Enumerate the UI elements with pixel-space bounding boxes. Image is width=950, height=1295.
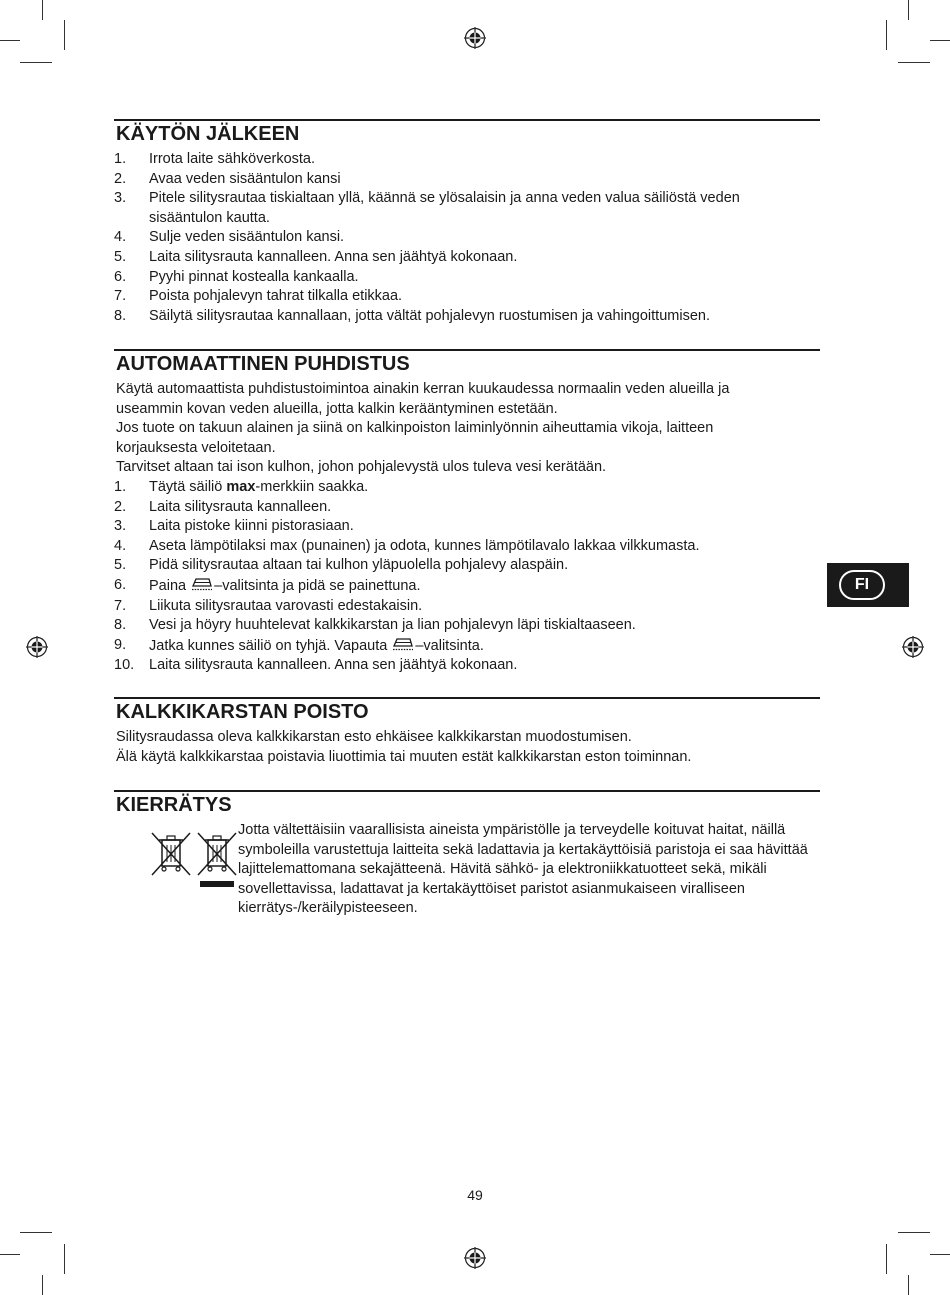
steam-burst-icon [191,576,213,592]
crop-mark [908,0,909,20]
language-badge: FI [839,570,885,600]
step-number: 8. [114,617,127,634]
section-auto-clean [114,349,820,676]
step-text: Pitele silitysrautaa tiskialtaan yllä, käännä se ylösalaisin ja anna veden valua säiliöstä veden sisääntulon kautta. [149,190,740,226]
step-text: Vesi ja höyry huuhtelevat kalkkikarstan ja lian pohjalevyn läpi tiskialtaaseen. [149,617,636,634]
list-item [114,498,820,518]
crop-mark [886,20,887,50]
recycling-block [114,821,820,919]
step-text: –valitsinta. [415,637,484,654]
crossed-bin-icon [196,831,238,889]
step-number: 1. [114,151,127,167]
step-number: 7. [114,288,127,305]
step-number: 6. [114,576,127,593]
recycling-symbols [114,821,238,889]
section-rule [114,697,820,699]
step-text: Sulje veden sisääntulon kansi. [149,229,345,246]
step-number: 4. [114,537,127,554]
step-text: Pidä silitysrautaa altaan tai kulhon yläpuolella pohjalevy alaspäin. [149,557,569,574]
step-number: 1. [114,478,127,495]
crop-mark [20,1232,52,1233]
step-text: Irrota laite sähköverkosta. [149,151,316,167]
crop-mark [42,0,43,20]
step-text: Poista pohjalevyn tahrat tilkalla etikkaa. [149,288,403,305]
crop-mark [930,1254,950,1255]
section-rule [114,790,820,792]
crop-mark [64,1244,65,1274]
crop-mark [930,40,950,41]
step-number: 2. [114,498,127,515]
registration-mark-icon [902,636,924,658]
section-rule [114,119,820,121]
step-number: 3. [114,518,127,535]
max-label: max [226,478,256,495]
list-item [114,537,820,557]
section-title: KÄYTÖN JÄLKEEN [116,123,300,145]
crop-mark [898,1232,930,1233]
step-text: Pyyhi pinnat kostealla kankaalla. [149,268,359,285]
list-item [114,228,820,248]
section-after-use [114,119,820,326]
registration-mark-icon [464,27,486,49]
crop-mark [908,1275,909,1295]
list-item [114,517,820,537]
list-item [114,189,820,228]
section-title: AUTOMAATTINEN PUHDISTUS [116,353,410,375]
list-item [114,616,820,636]
step-number: 3. [114,190,127,207]
descale-line: Älä käytä kalkkikarstaa poistavia liuottimia tai muuten estät kalkkikarstan eston toiminnan. [116,748,692,765]
crop-mark [42,1275,43,1295]
list-item [114,248,820,268]
step-number: 5. [114,248,127,265]
step-text: Laita silitysrauta kannalleen. [149,498,332,515]
step-number: 10. [114,657,135,674]
list-item [114,576,820,597]
intro-paragraph: Tarvitset altaan tai ison kulhon, johon pohjalevystä ulos tuleva vesi kerätään. [116,459,607,476]
step-text: Säilytä silitysrautaa kannallaan, jotta vältät pohjalevyn ruostumisen ja vahingoittumisen. [149,307,710,324]
intro-paragraph: Käytä automaattista puhdistustoimintoa ainakin kerran kuukaudessa normaalin veden alueilla ja useammin kovan veden alueilla, jotta kalkin kerääntyminen estetään. [116,381,730,417]
crossed-bin-icon [150,831,192,881]
list-item [114,478,820,498]
list-item [114,636,820,657]
step-text: -merkkiin saakka. [255,478,369,495]
step-number: 6. [114,268,127,285]
step-number: 9. [114,636,127,653]
step-text: Aseta lämpötilaksi max (punainen) ja odota, kunnes lämpötilavalo lakkaa vilkkumasta. [149,537,700,554]
recycling-text: Jotta vältettäisiin vaarallisista aineista ympäristölle ja terveydelle koituvat haitat, näillä symboleilla varustettuja laitteita sekä ladattavia ja kertakäyttöisiä paristoja ei saa hävittää lajittelemattomana sekajätteenä. Hävitä sähkö- ja elektroniikkatuotteet sekä, mikäli sovellettavissa, ladattavat ja kertakäyttöiset paristot asianmukaiseen viralliseen kierrätys-/keräilypisteeseen. [238,822,808,917]
step-text: Paina [149,577,191,594]
step-text: Laita silitysrauta kannalleen. Anna sen jäähtyä kokonaan. [149,657,518,674]
step-list [114,478,820,676]
crop-mark [898,62,930,63]
step-text: Jatka kunnes säiliö on tyhjä. Vapauta [149,637,392,654]
list-item [114,597,820,617]
step-text: Laita silitysrauta kannalleen. Anna sen jäähtyä kokonaan. [149,248,518,265]
crop-mark [0,1254,20,1255]
list-item [114,307,820,327]
page-number: 49 [467,1187,483,1203]
intro-paragraph: Jos tuote on takuun alainen ja siinä on kalkinpoiston laiminlyönnin aiheuttamia vikoja, laitteen korjauksesta veloitetaan. [116,420,714,456]
list-item [114,170,820,190]
step-text: Täytä säiliö [149,478,227,495]
list-item [114,287,820,307]
descale-line: Silitysraudassa oleva kalkkikarstan esto ehkäisee kalkkikarstan muodostumisen. [116,729,632,745]
section-rule [114,349,820,351]
section-title: KIERRÄTYS [116,794,232,816]
step-number: 4. [114,229,127,246]
list-item [114,150,820,170]
step-text: –valitsinta ja pidä se painettuna. [214,577,421,594]
step-number: 2. [114,170,127,187]
crop-mark [64,20,65,50]
step-list [114,150,820,326]
crop-mark [886,1244,887,1274]
list-item [114,268,820,288]
step-text: Liikuta silitysrautaa varovasti edestakaisin. [149,597,423,614]
crop-mark [0,40,20,41]
step-number: 8. [114,307,127,324]
steam-burst-icon [392,636,414,652]
step-text: Avaa veden sisääntulon kansi [149,170,341,187]
list-item [114,556,820,576]
step-number: 5. [114,557,127,574]
section-title: KALKKIKARSTAN POISTO [116,701,369,723]
crop-mark [20,62,52,63]
step-number: 7. [114,597,127,614]
section-recycling [114,790,820,919]
registration-mark-icon [464,1247,486,1269]
registration-mark-icon [26,636,48,658]
list-item [114,656,820,676]
step-text: Laita pistoke kiinni pistorasiaan. [149,518,354,535]
section-descale [114,697,820,767]
language-tab [827,563,909,607]
